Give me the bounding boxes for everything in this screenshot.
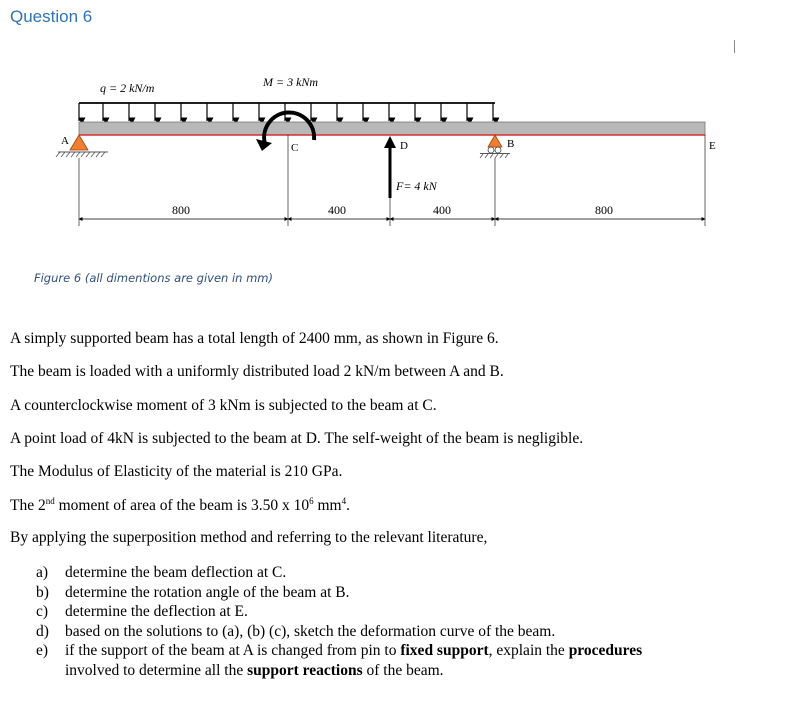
question-title: Question 6 (10, 7, 93, 26)
moment-label: M = 3 kNm (263, 75, 319, 89)
paragraph-point-load: A point load of 4kN is subjected to the beam at D. The self-weight of the beam is negligible. (10, 430, 584, 447)
figure-caption: Figure 6 (all dimentions are given in mm) (34, 271, 274, 285)
beam (79, 122, 705, 135)
paragraph-distributed-load: The beam is loaded with a uniformly distributed load 2 kN/m between A and B. (10, 363, 504, 380)
list-item: e) if the support of the beam at A is changed from pin to fixed support, explain the procedures involved to determine all the support reactions of the beam. (36, 642, 643, 679)
beam-figure (0, 60, 812, 240)
dimension-label-4: 800 (595, 203, 613, 217)
paragraph-moment: A counterclockwise moment of 3 kNm is subjected to the beam at C. (10, 397, 437, 414)
dimension-label-3: 400 (433, 203, 451, 217)
paragraph-beam-length: A simply supported beam has a total length of 2400 mm, as shown in Figure 6. (10, 330, 499, 347)
list-item: d) based on the solutions to (a), (b) (c), sketch the deformation curve of the beam. (36, 622, 556, 640)
point-label-d: D (400, 140, 408, 152)
point-label-e: E (709, 140, 716, 152)
point-label-a: A (61, 135, 69, 147)
paragraph-modulus: The Modulus of Elasticity of the material is 210 GPa. (10, 463, 343, 480)
load-label: q = 2 kN/m (100, 81, 155, 95)
list-item: a) determine the beam deflection at C. (36, 564, 287, 581)
point-force-d (384, 136, 396, 198)
roller-support-b (480, 135, 510, 158)
dimension-label-1: 800 (172, 203, 190, 217)
paragraph-second-moment: The 2nd moment of area of the beam is 3.50 x $10^6$ $mm^4$. (10, 496, 350, 514)
text-cursor (734, 40, 735, 53)
force-label: F= 4 kN (396, 179, 437, 193)
dimension-label-2: 400 (328, 203, 346, 217)
question-list (36, 563, 642, 680)
list-item: b) determine the rotation angle of the beam at B. (36, 583, 350, 601)
list-item: c) determine the deflection at E. (36, 603, 248, 620)
paragraph-instructions: By applying the superposition method and referring to the relevant literature, (10, 529, 488, 546)
point-label-c: C (291, 142, 299, 154)
point-label-b: B (507, 138, 515, 150)
